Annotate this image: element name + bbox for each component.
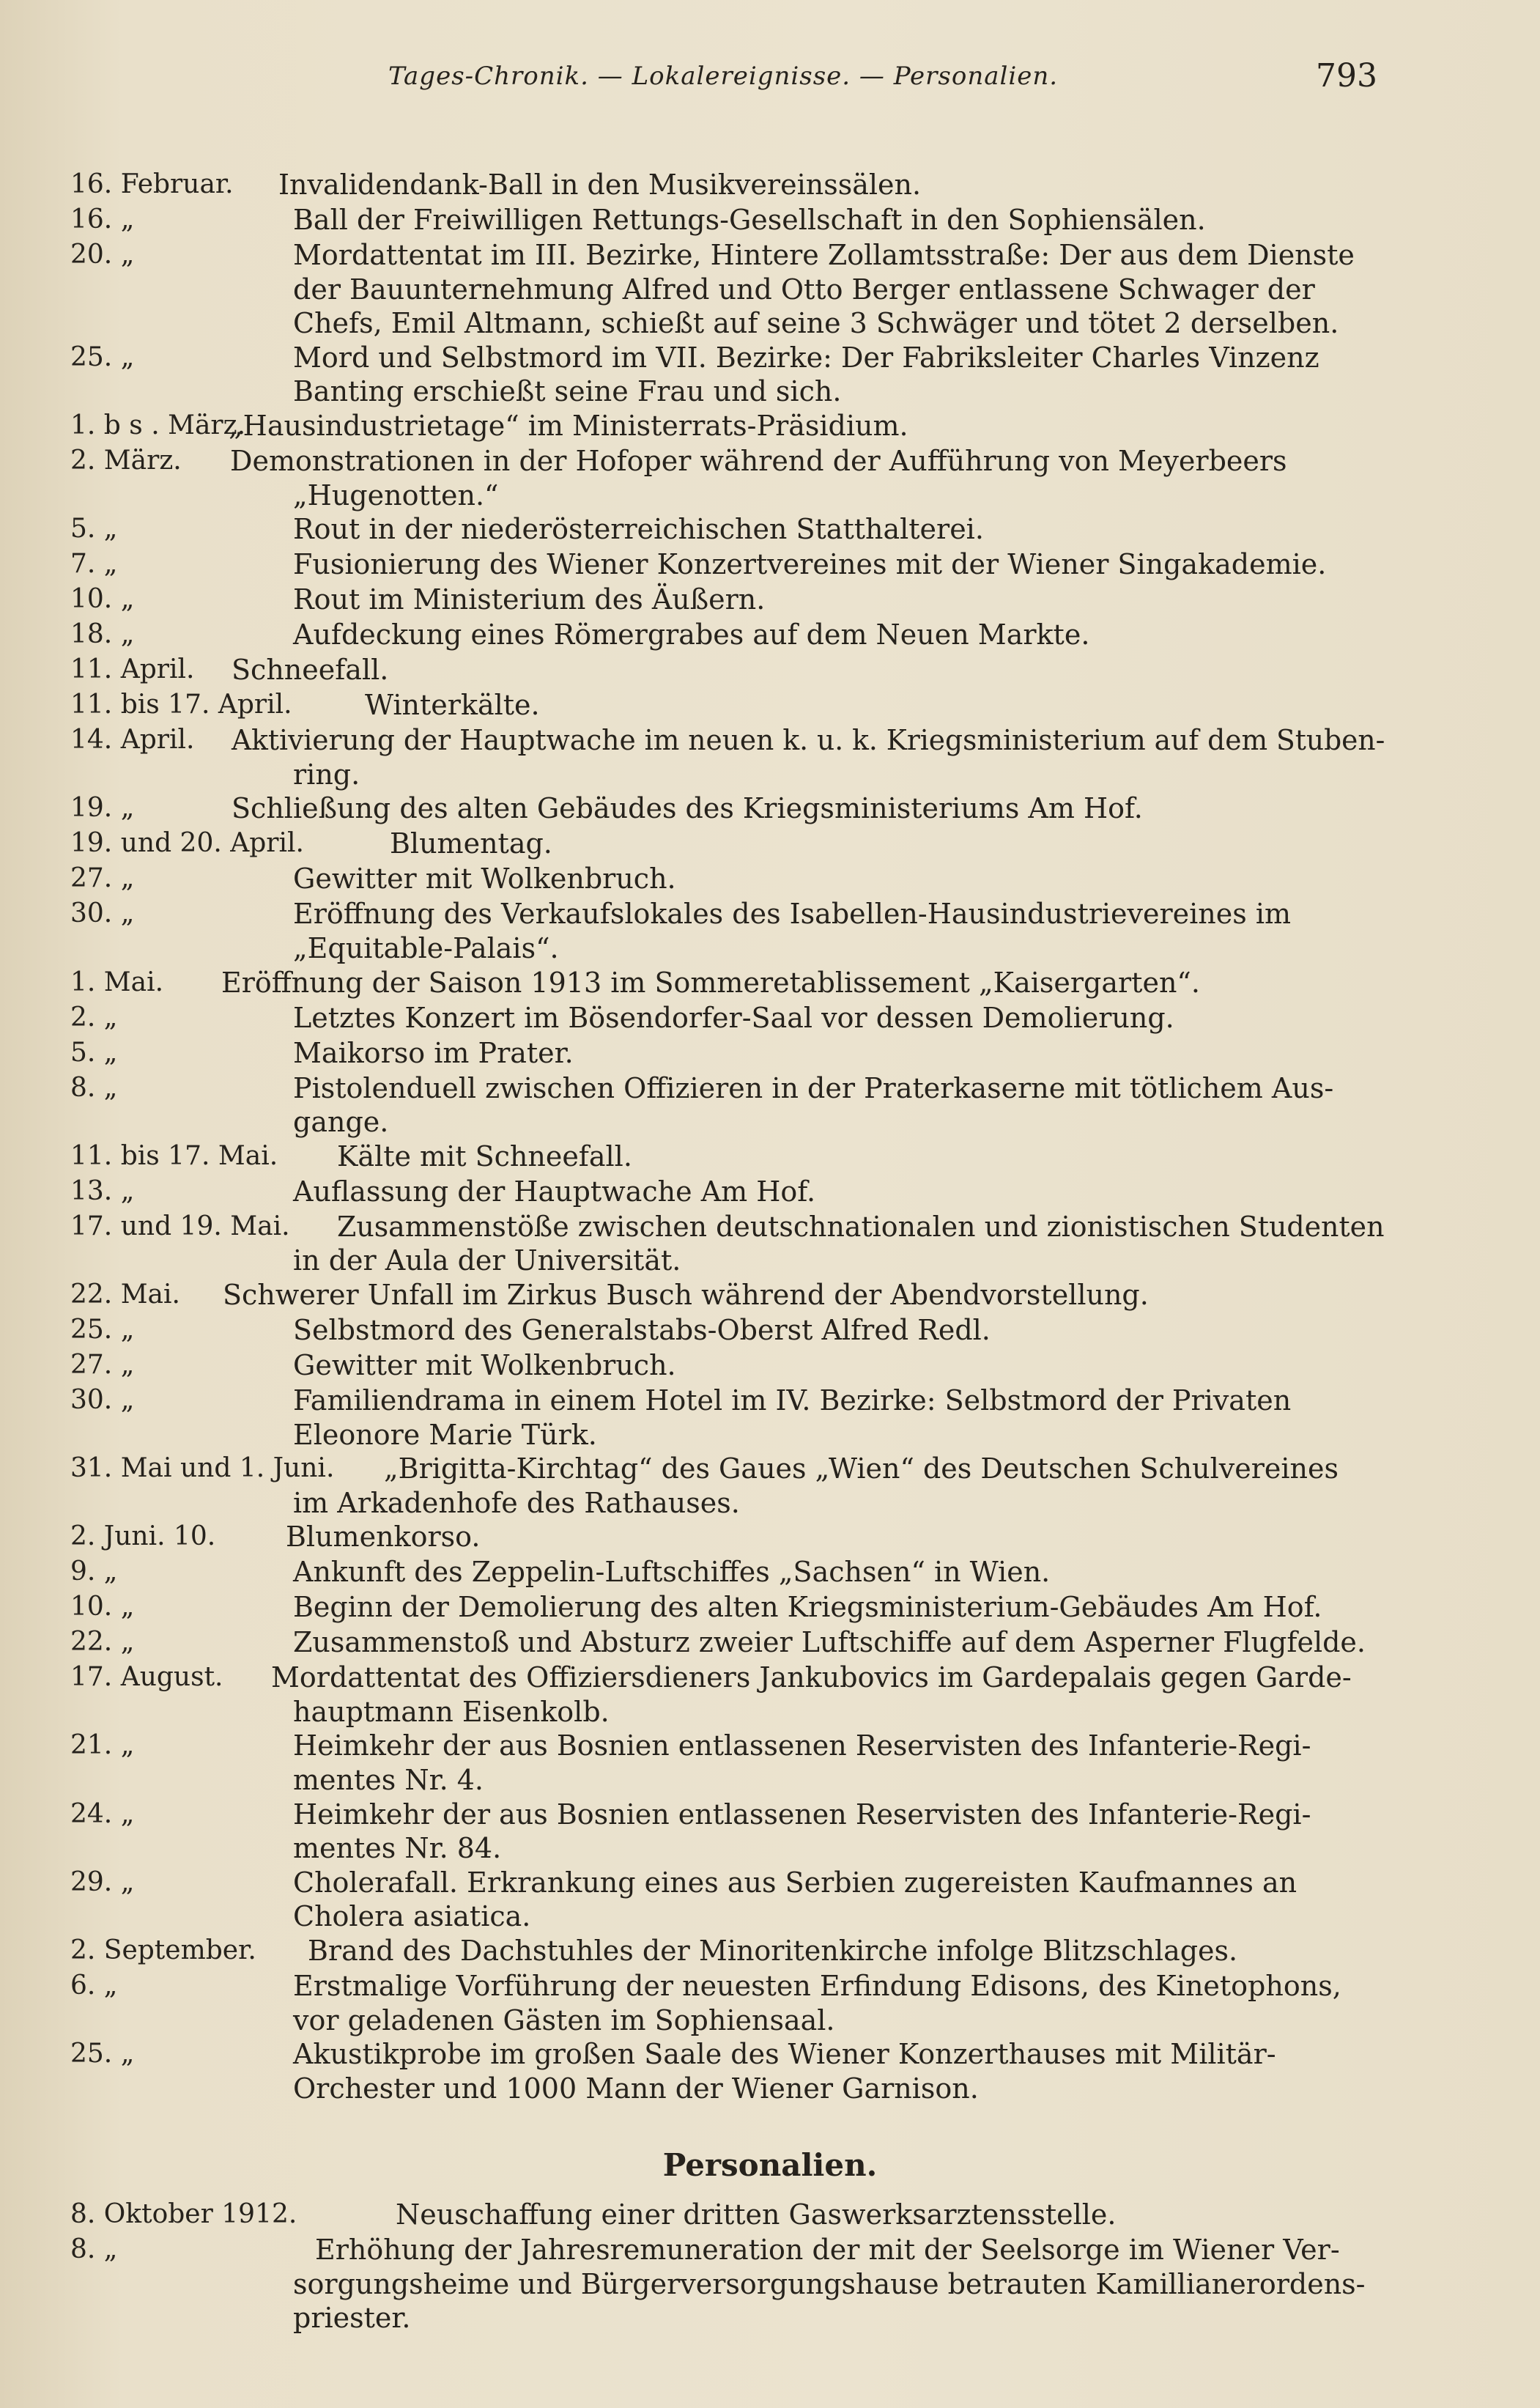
entry-date: 2. „	[70, 1002, 118, 1033]
entry-text: Zusammenstöße zwischen deutschnationalen und zionistischen Studenten	[337, 1210, 1385, 1243]
list-item	[0, 1174, 1540, 1209]
entry-date: 31. Mai und 1. Juni.	[70, 1453, 335, 1484]
entry-text: Kälte mit Schneefall.	[337, 1140, 632, 1172]
entry-date: 2. Juni. 10.	[70, 1521, 216, 1552]
entry-text-continuation: vor geladenen Gästen im Sophiensaal.	[293, 2003, 835, 2036]
entry-date: 21. „	[70, 1730, 135, 1761]
entry-text: „Hausindustrietage“ im Ministerrats-Präsidium.	[229, 409, 908, 442]
personalien-list	[0, 2197, 1540, 2335]
entry-text-continuation: „Equitable-Palais“.	[293, 931, 559, 964]
entry-date: 8. „	[70, 2234, 118, 2264]
entry-text-continuation: „Hugenotten.“	[293, 479, 499, 511]
entry-text: Eröffnung der Saison 1913 im Sommeretablissement „Kaisergarten“.	[221, 966, 1200, 999]
entry-text: Ankunft des Zeppelin-Luftschiffes „Sachsen“ in Wien.	[293, 1556, 1051, 1589]
entry-text-continuation: der Bauunternehmung Alfred und Otto Berger entlassene Schwager der	[293, 273, 1315, 306]
list-item	[0, 723, 1540, 791]
list-item	[0, 1660, 1540, 1728]
chronicle-list	[0, 167, 1540, 2105]
entry-date: 7. „	[70, 549, 118, 580]
entry-date: 30. „	[70, 898, 135, 929]
entry-text-continuation: Eleonore Marie Türk.	[293, 1418, 597, 1451]
list-item	[0, 2036, 1540, 2105]
list-item	[0, 582, 1540, 617]
list-item	[0, 340, 1540, 408]
list-item	[0, 2232, 1540, 2335]
entry-text: Rout in der niederösterreichischen Statthalterei.	[293, 513, 984, 546]
entry-text: Aktivierung der Hauptwache im neuen k. u. k. Kriegsministerium auf dem Stuben-	[232, 724, 1385, 757]
list-item	[0, 1589, 1540, 1625]
entry-date: 11. bis 17. April.	[70, 690, 292, 720]
entry-text: Mordattentat im III. Bezirke, Hintere Zollamtsstraße: Der aus dem Dienste	[293, 239, 1355, 271]
entry-date: 10. „	[70, 584, 135, 615]
entry-date: 16. Februar.	[70, 169, 234, 199]
list-item	[0, 2197, 1540, 2232]
list-item	[0, 687, 1540, 723]
entry-text: Familiendrama in einem Hotel im IV. Bezirke: Selbstmord der Privaten	[293, 1384, 1292, 1417]
entry-date: 25. „	[70, 1314, 135, 1345]
entry-date: 22. „	[70, 1627, 135, 1658]
entry-text-continuation: Chefs, Emil Altmann, schießt auf seine 3 Schwäger und tötet 2 derselben.	[293, 307, 1339, 340]
entry-date: 27. „	[70, 863, 135, 894]
entry-text: Mordattentat des Offiziersdieners Jankubovics im Gardepalais gegen Garde-	[271, 1661, 1352, 1694]
page-header	[0, 57, 1540, 98]
list-item	[0, 408, 1540, 443]
list-item	[0, 511, 1540, 547]
entry-text: Schwerer Unfall im Zirkus Busch während der Abendvorstellung.	[223, 1278, 1149, 1311]
entry-text: Selbstmord des Generalstabs-Oberst Alfred Redl.	[293, 1313, 991, 1346]
entry-text: Zusammenstoß und Absturz zweier Luftschiffe auf dem Asperner Flugfelde.	[293, 1626, 1366, 1659]
entry-date: 11. bis 17. Mai.	[70, 1140, 278, 1171]
entry-date: 2. September.	[70, 1935, 256, 1966]
list-item	[0, 443, 1540, 511]
list-item	[0, 826, 1540, 861]
entry-text: Neuschaffung einer dritten Gaswerksarztensstelle.	[396, 2198, 1117, 2231]
entry-text-continuation: priester.	[293, 2302, 411, 2335]
entry-text-continuation: Orchester und 1000 Mann der Wiener Garnison.	[293, 2072, 979, 2105]
section-title: Personalien.	[662, 2147, 878, 2183]
entry-text: Gewitter mit Wolkenbruch.	[293, 1348, 676, 1381]
entry-date: 19. und 20. April.	[70, 828, 304, 859]
entry-text-continuation: in der Aula der Universität.	[293, 1244, 681, 1277]
list-item	[0, 1348, 1540, 1383]
entry-date: 18. „	[70, 619, 135, 650]
entry-date: 13. „	[70, 1175, 135, 1206]
entry-date: 24. „	[70, 1798, 135, 1829]
entry-date: 6. „	[70, 1971, 118, 2001]
entry-text: Erhöhung der Jahresremuneration der mit der Seelsorge im Wiener Ver-	[315, 2234, 1340, 2266]
entry-text: Maikorso im Prater.	[293, 1036, 574, 1069]
entry-text-continuation: hauptmann Eisenkolb.	[293, 1695, 610, 1728]
entry-text-continuation: gange.	[293, 1106, 389, 1139]
entry-date: 27. „	[70, 1349, 135, 1380]
entry-date: 2. März.	[70, 445, 182, 476]
list-item	[0, 896, 1540, 964]
entry-text: Letztes Konzert im Bösendorfer-Saal vor dessen Demolierung.	[293, 1001, 1174, 1034]
entry-date: 25. „	[70, 2039, 135, 2069]
entry-date: 25. „	[70, 341, 135, 372]
list-item	[0, 861, 1540, 896]
list-item	[0, 791, 1540, 826]
list-item	[0, 1000, 1540, 1035]
entry-text: Blumenkorso.	[286, 1521, 481, 1554]
entry-text-continuation: mentes Nr. 84.	[293, 1832, 502, 1865]
entry-text: Schneefall.	[232, 654, 389, 687]
list-item	[0, 1933, 1540, 1968]
entry-text: Aufdeckung eines Römergrabes auf dem Neuen Markte.	[293, 618, 1090, 651]
list-item	[0, 167, 1540, 202]
entry-text: Rout im Ministerium des Äußern.	[293, 583, 766, 616]
entry-date: 1. Mai.	[70, 967, 164, 997]
list-item	[0, 1383, 1540, 1451]
list-item	[0, 1519, 1540, 1554]
entry-date: 10. „	[70, 1592, 135, 1622]
entry-text: Winterkälte.	[365, 689, 540, 722]
list-item	[0, 237, 1540, 340]
entry-text-continuation: mentes Nr. 4.	[293, 1764, 484, 1797]
page-number: 793	[1316, 57, 1377, 95]
entry-date: 5. „	[70, 1037, 118, 1068]
list-item	[0, 1968, 1540, 2036]
entry-text: Akustikprobe im großen Saale des Wiener Konzerthauses mit Militär-	[293, 2038, 1276, 2071]
list-item	[0, 617, 1540, 652]
list-item	[0, 1139, 1540, 1174]
entry-text: Brand des Dachstuhles der Minoritenkirche infolge Blitzschlages.	[308, 1935, 1238, 1968]
list-item	[0, 1554, 1540, 1589]
entry-date: 17. und 19. Mai.	[70, 1211, 290, 1241]
list-item	[0, 1451, 1540, 1519]
list-item	[0, 1209, 1540, 1277]
entry-text: Cholerafall. Erkrankung eines aus Serbien zugereisten Kaufmannes an	[293, 1866, 1297, 1899]
entry-text: Demonstrationen in der Hofoper während der Aufführung von Meyerbeers	[230, 444, 1287, 477]
list-item	[0, 1071, 1540, 1139]
entry-text: Fusionierung des Wiener Konzertvereines mit der Wiener Singakademie.	[293, 548, 1327, 581]
entry-date: 5. „	[70, 514, 118, 544]
list-item	[0, 202, 1540, 237]
entry-text: „Brigitta-Kirchtag“ des Gaues „Wien“ des Deutschen Schulvereines	[384, 1452, 1339, 1485]
list-item	[0, 1312, 1540, 1348]
entry-date: 20. „	[70, 240, 135, 270]
entry-text: Gewitter mit Wolkenbruch.	[293, 863, 676, 895]
entry-text: Heimkehr der aus Bosnien entlassenen Reservisten des Infanterie-Regi-	[293, 1729, 1311, 1762]
entry-text: Eröffnung des Verkaufslokales des Isabellen-Hausindustrievereines im	[293, 898, 1292, 931]
list-item	[0, 1277, 1540, 1312]
entry-text-continuation: Banting erschießt seine Frau und sich.	[293, 375, 842, 408]
entry-text-continuation: ring.	[293, 758, 360, 791]
entry-text: Erstmalige Vorführung der neuesten Erfindung Edisons, des Kinetophons,	[293, 1970, 1341, 2003]
entry-text-continuation: Cholera asiatica.	[293, 1900, 531, 1933]
entry-date: 9. „	[70, 1556, 118, 1587]
entry-text: Pistolenduell zwischen Offizieren in der Praterkaserne mit tötlichem Aus-	[293, 1071, 1334, 1104]
entry-text-continuation: sorgungsheime und Bürgerversorgungshause betrauten Kamillianerordens-	[293, 2267, 1366, 2300]
list-item	[0, 1797, 1540, 1865]
entry-text: Auflassung der Hauptwache Am Hof.	[293, 1175, 816, 1208]
list-item	[0, 1625, 1540, 1660]
entry-text: Blumentag.	[390, 827, 552, 860]
list-item	[0, 1865, 1540, 1933]
entry-text: Schließung des alten Gebäudes des Kriegsministeriums Am Hof.	[232, 792, 1143, 825]
entry-date: 19. „	[70, 793, 135, 824]
entry-text: Beginn der Demolierung des alten Kriegsministerium-Gebäudes Am Hof.	[293, 1591, 1322, 1624]
list-item	[0, 965, 1540, 1000]
running-title: Tages-Chronik. — Lokalereignisse. — Personalien.	[388, 62, 1059, 91]
list-item	[0, 1035, 1540, 1071]
entry-text: Heimkehr der aus Bosnien entlassenen Reservisten des Infanterie-Regi-	[293, 1798, 1311, 1831]
entry-date: 11. April.	[70, 654, 195, 685]
entry-date: 16. „	[70, 204, 135, 234]
entry-date: 22. Mai.	[70, 1279, 180, 1310]
entry-date: 1. b s . März.	[70, 410, 246, 440]
list-item	[0, 547, 1540, 582]
entry-text: Ball der Freiwilligen Rettungs-Gesellschaft in den Sophiensälen.	[293, 204, 1206, 236]
list-item	[0, 1728, 1540, 1796]
entry-text: Invalidendank-Ball in den Musikvereinssälen.	[278, 169, 922, 201]
entry-date: 17. August.	[70, 1662, 223, 1693]
entry-text-continuation: im Arkadenhofe des Rathauses.	[293, 1486, 740, 1519]
entry-text: Mord und Selbstmord im VII. Bezirke: Der Fabriksleiter Charles Vinzenz	[293, 341, 1319, 374]
entry-date: 8. „	[70, 1072, 118, 1103]
entry-date: 14. April.	[70, 725, 195, 756]
entry-date: 30. „	[70, 1384, 135, 1415]
entry-date: 8. Oktober 1912.	[70, 2199, 297, 2229]
list-item	[0, 652, 1540, 687]
entry-date: 29. „	[70, 1866, 135, 1897]
